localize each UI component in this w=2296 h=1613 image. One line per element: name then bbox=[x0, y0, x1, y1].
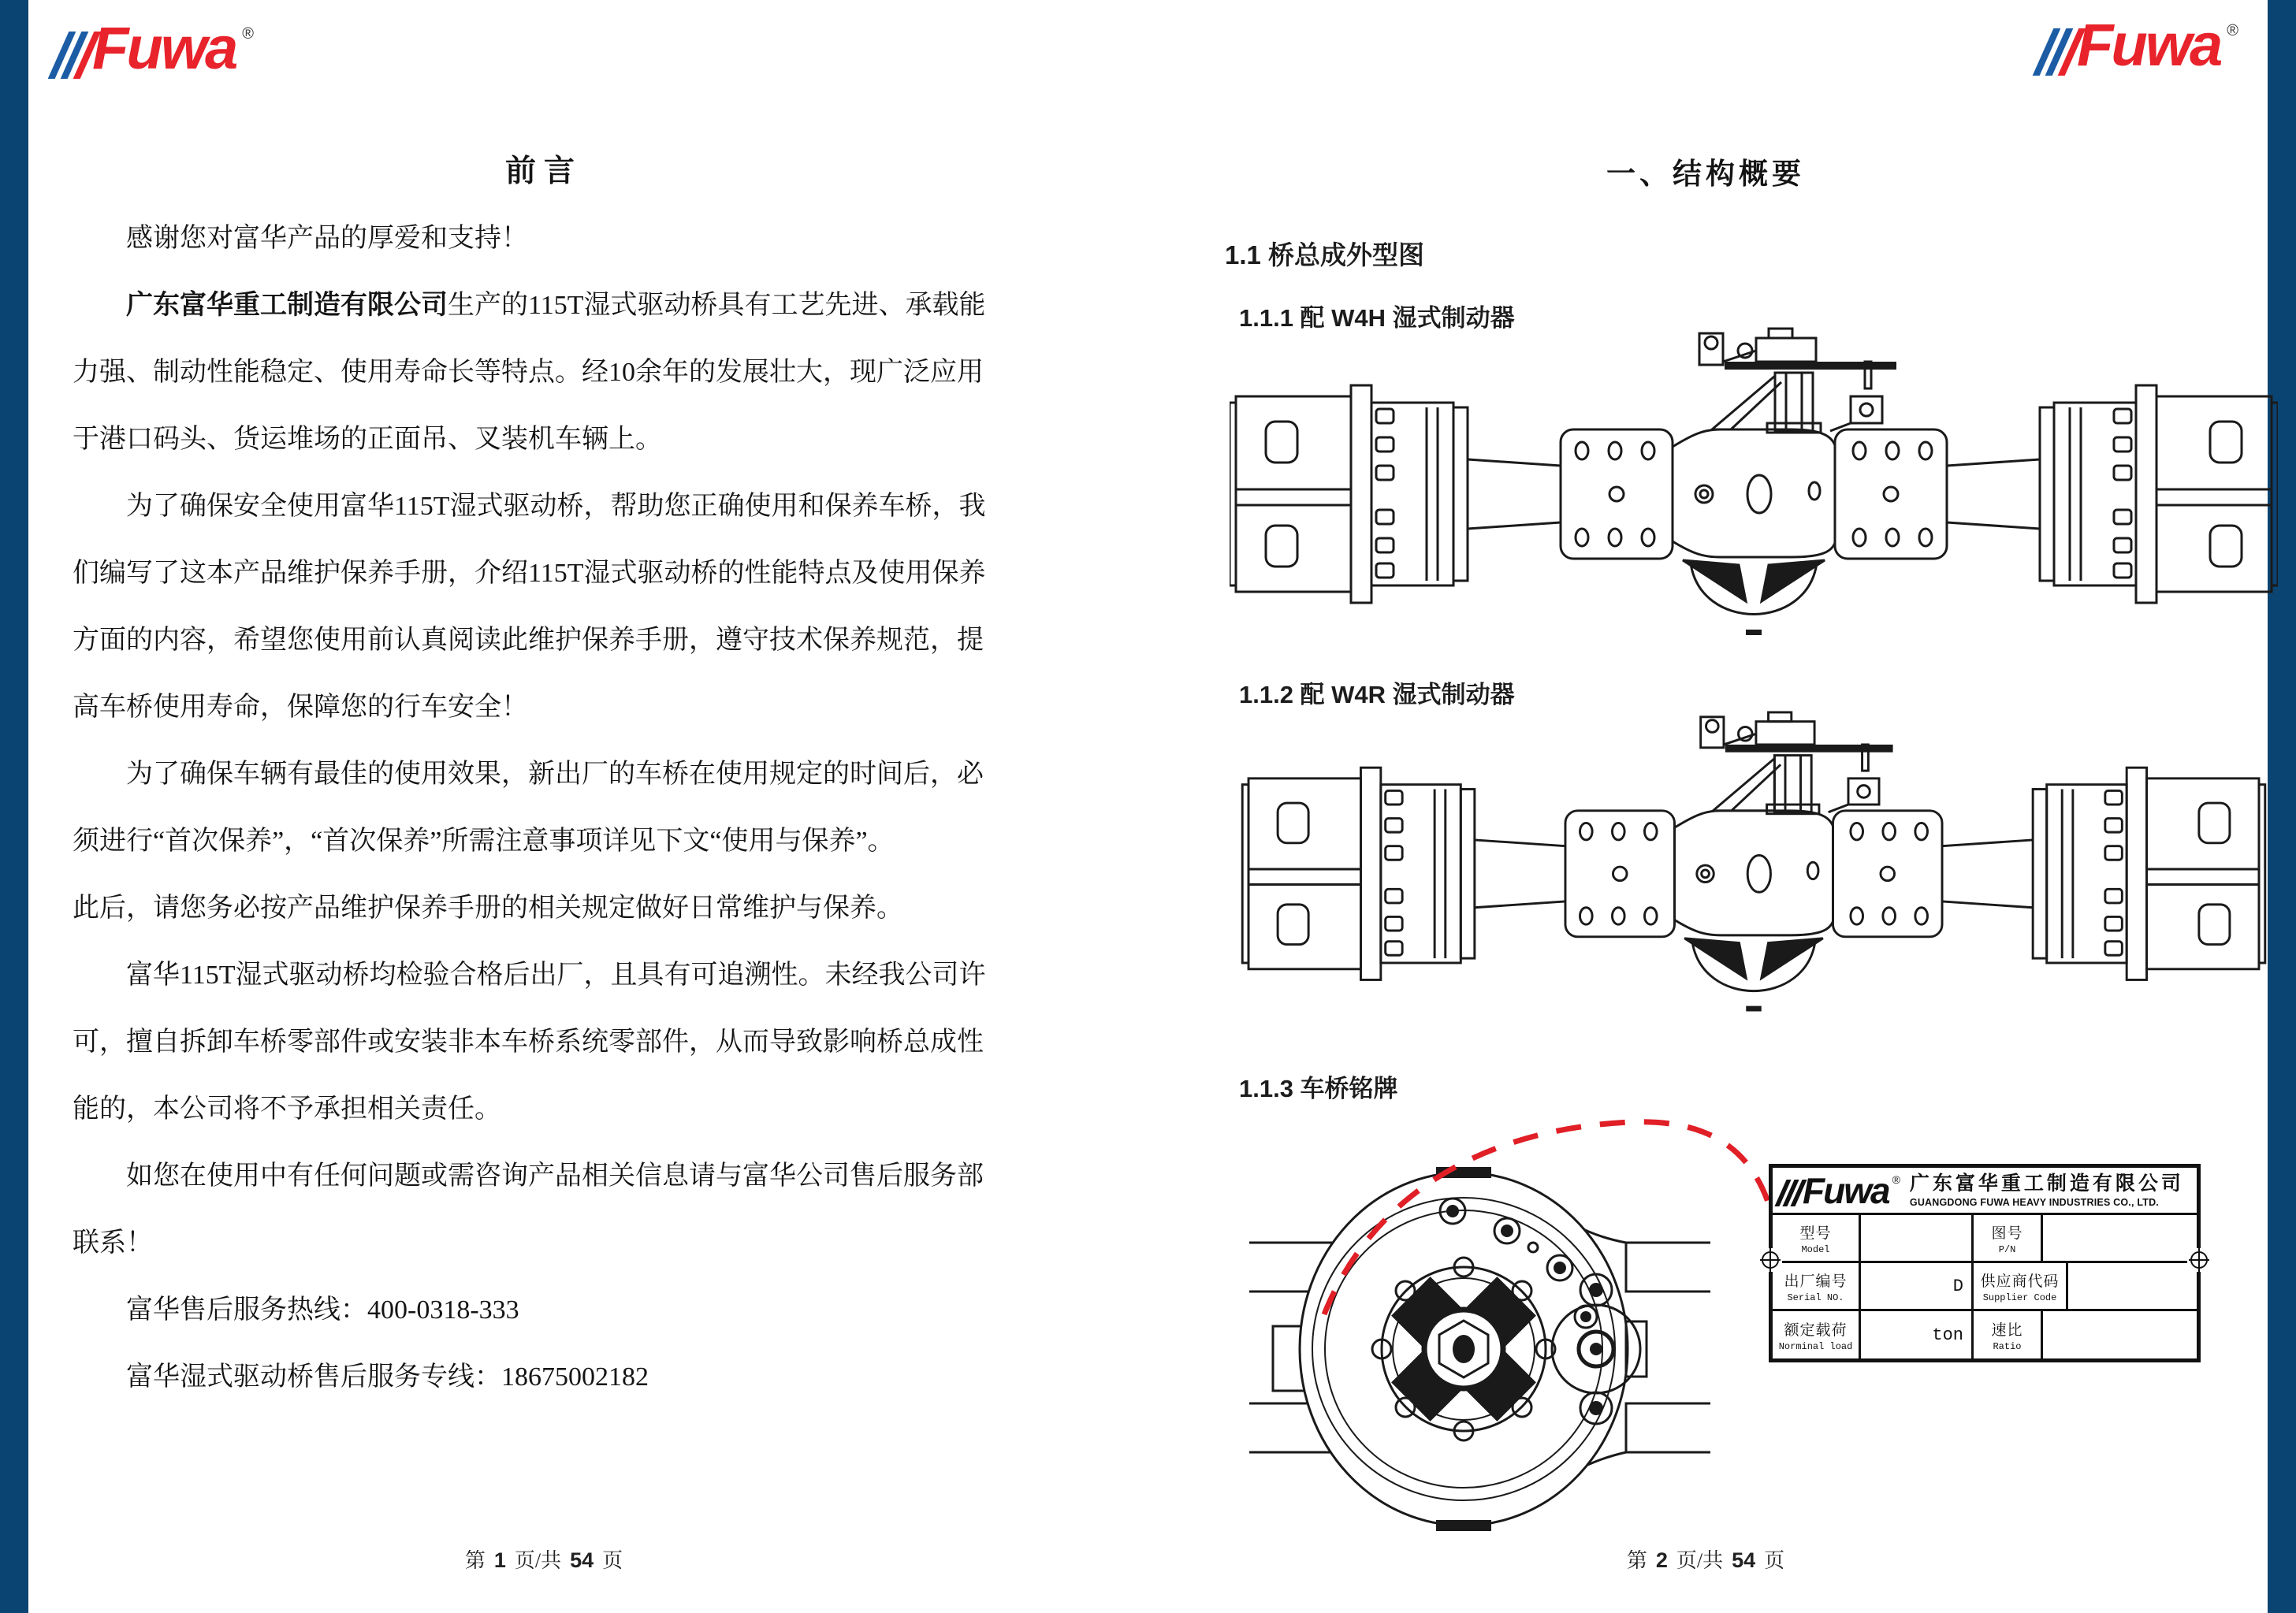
section-1-1-3-heading: 1.1.3 车桥铭牌 bbox=[1239, 1075, 1398, 1102]
body-text-line: 们编写了这本产品维护保养手册，介绍115T湿式驱动桥的性能特点及使用保养 bbox=[73, 559, 986, 588]
body-text-line: 为了确保安全使用富华115T湿式驱动桥，帮助您正确使用和保养车桥，我 bbox=[126, 492, 986, 521]
fuwa-logo-right bbox=[2043, 14, 2238, 77]
body-text-line: 富华115T湿式驱动桥均检验合格后出厂，且具有可追溯性。未经我公司许 bbox=[126, 961, 986, 990]
body-text-line: 方面的内容，希望您使用前认真阅读此维护保养手册，遵守技术保养规范，提 bbox=[73, 626, 984, 655]
fuwa-logo-text: Fuwa bbox=[92, 15, 236, 82]
body-text-line: 可，擅自拆卸车桥零部件或安装非本车桥系统零部件，从而导致影响桥总成性 bbox=[73, 1028, 984, 1057]
section-1-1-2-heading: 1.1.2 配 W4R 湿式制动器 bbox=[1239, 681, 1515, 708]
body-text-line: 为了确保车辆有最佳的使用效果，新出厂的车桥在使用规定的时间后，必 bbox=[126, 760, 984, 789]
page-number: 2 bbox=[1655, 1548, 1668, 1572]
body-text-line: 力强、制动性能稳定、使用寿命长等特点。经10余年的发展壮大，现广泛应用 bbox=[73, 358, 984, 387]
service-line-wet-axle: 富华湿式驱动桥售后服务专线：18675002182 bbox=[126, 1362, 649, 1392]
axle-diagram-w4h bbox=[1230, 327, 2278, 650]
nameplate-row-serial bbox=[1773, 1263, 2197, 1311]
page-footer-right: 第 2 页/共 54 页 bbox=[1626, 1548, 1785, 1572]
value-supplier-code bbox=[2068, 1263, 2197, 1309]
company-name-en: GUANGDONG FUWA HEAVY INDUSTRIES CO., LTD. bbox=[1909, 1196, 2159, 1208]
section-1-1-1-heading: 1.1.1 配 W4H 湿式制动器 bbox=[1239, 304, 1515, 332]
label-nominal-load: 额定载荷 Norminal load bbox=[1773, 1311, 1861, 1358]
body-text-line: 联系！ bbox=[73, 1228, 153, 1258]
body-text-line: 须进行“首次保养”，“首次保养”所需注意事项详见下文“使用与保养”。 bbox=[73, 827, 895, 856]
mounting-hole-icon bbox=[1758, 1248, 1782, 1272]
axle-diagram-w4r bbox=[1230, 711, 2278, 1026]
body-text-line: 广东富华重工制造有限公司生产的115T湿式驱动桥具有工艺先进、承载能 bbox=[126, 291, 986, 320]
axle-nameplate bbox=[1769, 1164, 2201, 1362]
fuwa-logo-slashes-icon bbox=[2043, 28, 2075, 76]
value-pn bbox=[2043, 1215, 2197, 1261]
page-number: 1 bbox=[493, 1548, 506, 1572]
service-hotline: 富华售后服务热线：400-0318-333 bbox=[126, 1295, 519, 1325]
chapter-title: 一、结构概要 bbox=[1606, 158, 1805, 190]
fuwa-logo-nameplate: Fuwa ® bbox=[1781, 1172, 1900, 1210]
body-text-line: 于港口码头、货运堆场的正面吊、叉装机车辆上。 bbox=[73, 425, 662, 454]
nameplate-callout-curve bbox=[1301, 1103, 1821, 1347]
body-text-line: 此后，请您务必按产品维护保养手册的相关规定做好日常维护与保养。 bbox=[73, 894, 903, 923]
company-name-bold: 广东富华重工制造有限公司 bbox=[126, 291, 448, 320]
mounting-hole-icon bbox=[2187, 1248, 2211, 1272]
fuwa-logo-text: Fuwa bbox=[2077, 12, 2221, 79]
section-1-1-heading: 1.1 桥总成外型图 bbox=[1225, 240, 1425, 269]
page-footer-left: 第 1 页/共 54 页 bbox=[464, 1548, 623, 1572]
label-pn: 图号 P/N bbox=[1974, 1215, 2043, 1261]
fuwa-logo-slashes-icon bbox=[1781, 1180, 1801, 1206]
nameplate-company bbox=[1910, 1173, 2184, 1208]
nameplate-header bbox=[1773, 1168, 2197, 1215]
fuwa-logo-left bbox=[58, 17, 254, 80]
body-text-line: 如您在使用中有任何问题或需咨询产品相关信息请与富华公司售后服务部 bbox=[126, 1161, 984, 1191]
label-supplier-code: 供应商代码 Supplier Code bbox=[1974, 1263, 2068, 1309]
nameplate-row-model bbox=[1773, 1215, 2197, 1263]
body-text-line: 能的，本公司将不予承担相关责任。 bbox=[73, 1095, 501, 1124]
nameplate-row-load bbox=[1773, 1311, 2197, 1358]
fuwa-logo-slashes-icon bbox=[58, 32, 91, 79]
body-text-line: 高车桥使用寿命，保障您的行车安全！ bbox=[73, 693, 528, 722]
label-ratio: 速比 Ratio bbox=[1974, 1311, 2043, 1358]
label-serial: 出厂编号 Serial NO. bbox=[1773, 1263, 1861, 1309]
company-name-cn: 广东富华重工制造有限公司 bbox=[1909, 1172, 2184, 1195]
value-model bbox=[1861, 1215, 1974, 1261]
value-ratio bbox=[2043, 1311, 2197, 1358]
total-pages: 54 bbox=[570, 1548, 594, 1572]
total-pages: 54 bbox=[1732, 1548, 1756, 1572]
value-nominal-load: ton bbox=[1861, 1311, 1974, 1358]
preface-body bbox=[73, 205, 1026, 1410]
body-text-line: 感谢您对富华产品的厚爱和支持！ bbox=[126, 224, 528, 253]
label-model: 型号 Model bbox=[1773, 1215, 1861, 1261]
registered-mark: ® bbox=[2227, 22, 2238, 39]
value-serial: D bbox=[1861, 1263, 1974, 1309]
preface-title: 前言 bbox=[504, 154, 582, 188]
registered-mark: ® bbox=[242, 25, 254, 43]
